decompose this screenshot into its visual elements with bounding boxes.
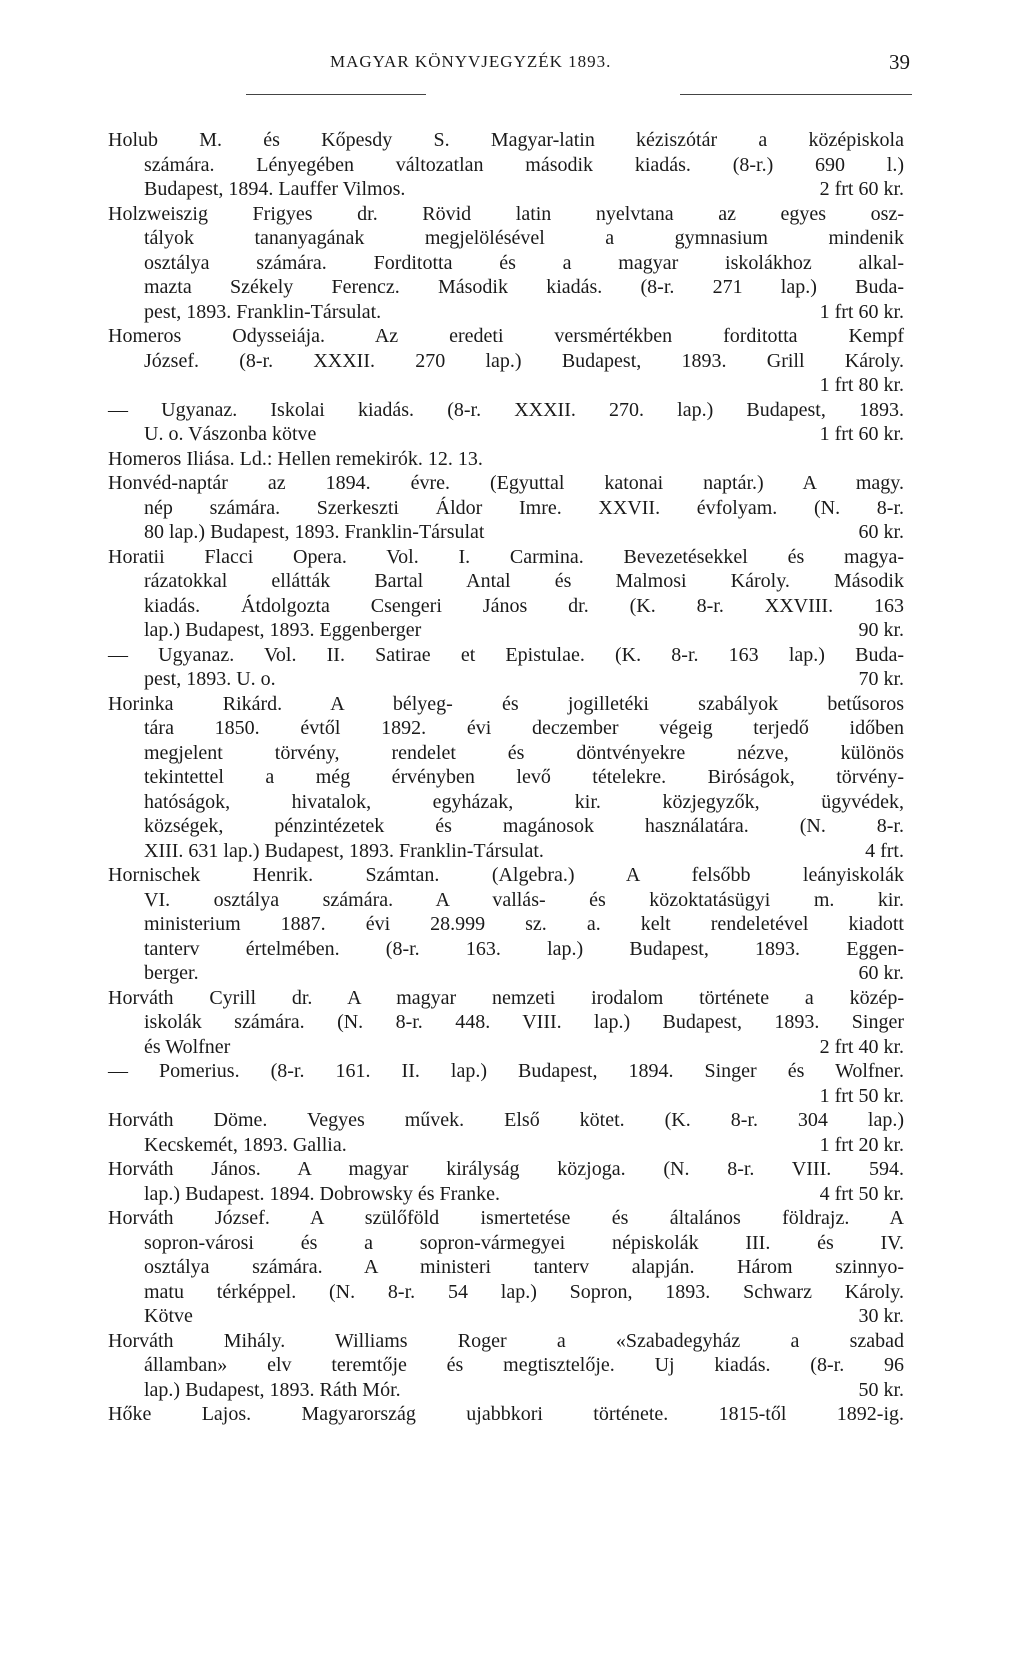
entry-price: 90 kr. — [858, 619, 904, 641]
entry-text: osztálya számára. Forditotta és a magyar iskolákhoz alkal- — [144, 251, 904, 274]
entry-text: községek, pénzintézetek és magánosok használatára. (N. 8-r. — [144, 815, 904, 837]
entry-price: 1 frt 20 kr. — [819, 1133, 904, 1156]
entry-text: Horváth János. A magyar királyság közjoga. (N. 8-r. VIII. 594. — [108, 1158, 904, 1180]
entry-text: lap.) Budapest, 1893. Ráth Mór. — [144, 1378, 401, 1401]
entry-text: és Wolfner — [144, 1035, 231, 1058]
entry-text: rázatokkal ellátták Bartal Antal és Malmosi Károly. Második — [144, 570, 904, 592]
catalog-line — [108, 1108, 904, 1133]
catalog-line — [108, 177, 904, 202]
catalog-line — [108, 1059, 904, 1084]
catalog-line — [108, 863, 904, 888]
catalog-line — [108, 814, 904, 839]
catalog-line — [108, 422, 904, 447]
entry-price: 4 frt. — [865, 839, 904, 862]
catalog-line — [108, 961, 904, 986]
catalog-line — [108, 545, 904, 570]
entry-text: Holzweiszig Frigyes dr. Rövid latin nyelvtana az egyes osz- — [108, 202, 904, 225]
catalog-line — [108, 569, 904, 594]
running-header — [330, 52, 910, 82]
entry-text: megjelent törvény, rendelet és döntvényekre nézve, különös — [144, 741, 904, 764]
catalog-line — [108, 839, 904, 864]
catalog-line — [108, 888, 904, 913]
entry-price: 2 frt 60 kr. — [819, 178, 904, 200]
entry-text: Kecskemét, 1893. Gallia. — [144, 1133, 347, 1156]
catalog-line — [108, 986, 904, 1011]
entry-text: Hornischek Henrik. Számtan. (Algebra.) A felsőbb leányiskolák — [108, 864, 904, 886]
catalog-line — [108, 324, 904, 349]
catalog-line — [108, 912, 904, 937]
entry-text: József. (8-r. XXXII. 270 lap.) Budapest, 1893. Grill Károly. — [144, 349, 904, 372]
entry-price: 2 frt 40 kr. — [819, 1035, 904, 1058]
catalog-line — [108, 1329, 904, 1354]
entry-text: Kötve — [144, 1305, 193, 1327]
entry-text: VI. osztálya számára. A vallás- és közoktatásügyi m. kir. — [144, 888, 904, 911]
catalog-line — [108, 765, 904, 790]
catalog-line — [108, 1206, 904, 1231]
entry-text: pest, 1893. U. o. — [144, 668, 276, 690]
catalog-line — [108, 1255, 904, 1280]
catalog-line — [108, 937, 904, 962]
catalog-line — [108, 594, 904, 619]
catalog-line — [108, 1035, 904, 1060]
catalog-line — [108, 398, 904, 423]
catalog-line — [108, 1378, 904, 1403]
catalog-line — [108, 1157, 904, 1182]
catalog-line — [108, 275, 904, 300]
catalog-line — [108, 153, 904, 178]
entry-text: Horatii Flacci Opera. Vol. I. Carmina. Bevezetésekkel és magya- — [108, 545, 904, 568]
header-rule-left — [246, 94, 426, 95]
catalog-line — [108, 643, 904, 668]
catalog-line — [108, 667, 904, 692]
entry-price: 50 kr. — [858, 1378, 904, 1401]
header-rule-right — [680, 94, 912, 95]
entry-price: 70 kr. — [858, 668, 904, 690]
entry-text: tályok tananyagának megjelölésével a gymnasium mindenik — [144, 227, 904, 249]
catalog-line — [108, 1231, 904, 1256]
entry-text: számára. Lényegében változatlan második kiadás. (8-r.) 690 l.) — [144, 153, 904, 176]
catalog-line — [108, 716, 904, 741]
entry-text: Horváth Cyrill dr. A magyar nemzeti irodalom története a közép- — [108, 986, 904, 1009]
entry-price: 1 frt 60 kr. — [819, 300, 904, 323]
entry-text: — Pomerius. (8-r. 161. II. lap.) Budapest, 1894. Singer és Wolfner. — [108, 1060, 904, 1082]
entry-text: Holub M. és Kőpesdy S. Magyar-latin kéziszótár a középiskola — [108, 129, 904, 151]
entry-text: tekintettel a még érvényben levő tételekre. Biróságok, törvény- — [144, 766, 904, 788]
catalog-line — [108, 1133, 904, 1158]
entry-text: Homeros Odysseiája. Az eredeti versmértékben forditotta Kempf — [108, 325, 904, 347]
catalog-line — [108, 128, 904, 153]
entry-text: kiadás. Átdolgozta Csengeri János dr. (K. 8-r. XXVIII. 163 — [144, 594, 904, 617]
catalog-line — [108, 1402, 904, 1427]
catalog-line — [108, 300, 904, 325]
header-title: MAGYAR KÖNYVJEGYZÉK 1893. — [330, 52, 612, 71]
catalog-line — [108, 447, 904, 472]
entry-text: pest, 1893. Franklin-Társulat. — [144, 300, 382, 323]
catalog-line — [108, 1182, 904, 1207]
entry-price: 60 kr. — [858, 521, 904, 543]
entry-text: matu térképpel. (N. 8-r. 54 lap.) Sopron, 1893. Schwarz Károly. — [144, 1280, 904, 1303]
entry-price: 1 frt 50 kr. — [819, 1084, 904, 1107]
entry-text: Horváth Döme. Vegyes művek. Első kötet. (K. 8-r. 304 lap.) — [108, 1109, 904, 1131]
entry-text: Hőke Lajos. Magyarország ujabbkori története. 1815-től 1892-ig. — [108, 1403, 904, 1425]
entry-price: 1 frt 60 kr. — [819, 423, 904, 445]
entry-text: — Ugyanaz. Vol. II. Satirae et Epistulae. (K. 8-r. 163 lap.) Buda- — [108, 643, 904, 666]
catalog-line — [108, 1353, 904, 1378]
entry-text: Horváth József. A szülőföld ismertetése és általános földrajz. A — [108, 1207, 904, 1229]
entry-text: osztálya számára. A ministeri tanterv alapján. Három szinnyo- — [144, 1256, 904, 1278]
entry-text: tára 1850. évtől 1892. évi deczember végeig terjedő időben — [144, 717, 904, 739]
catalog-line — [108, 1280, 904, 1305]
entry-text: lap.) Budapest. 1894. Dobrowsky és Franke. — [144, 1182, 501, 1205]
entry-price: 30 kr. — [858, 1305, 904, 1327]
entry-text: XIII. 631 lap.) Budapest, 1893. Franklin-Társulat. — [144, 839, 544, 862]
entry-text: tanterv értelmében. (8-r. 163. lap.) Budapest, 1893. Eggen- — [144, 937, 904, 960]
catalog-line — [108, 202, 904, 227]
entry-text: — Ugyanaz. Iskolai kiadás. (8-r. XXXII. 270. lap.) Budapest, 1893. — [108, 398, 904, 421]
entry-text: sopron-városi és a sopron-vármegyei népiskolák III. és IV. — [144, 1231, 904, 1254]
catalog-line — [108, 251, 904, 276]
entry-price: 1 frt 80 kr. — [819, 374, 904, 396]
catalog-line — [108, 226, 904, 251]
catalog-line — [108, 1304, 904, 1329]
entry-text: iskolák számára. (N. 8-r. 448. VIII. lap.) Budapest, 1893. Singer — [144, 1011, 904, 1033]
catalog-body — [108, 128, 904, 1427]
entry-text: hatóságok, hivatalok, egyházak, kir. közjegyzők, ügyvédek, — [144, 790, 904, 813]
catalog-line — [108, 618, 904, 643]
entry-text: berger. — [144, 962, 199, 984]
entry-text: ministerium 1887. évi 28.999 sz. a. kelt rendeletével kiadott — [144, 913, 904, 935]
entry-text: mazta Székely Ferencz. Második kiadás. (8-r. 271 lap.) Buda- — [144, 276, 904, 298]
page-number: 39 — [889, 50, 910, 74]
catalog-line — [108, 349, 904, 374]
catalog-line — [108, 373, 904, 398]
entry-text: Budapest, 1894. Lauffer Vilmos. — [144, 178, 406, 200]
entry-text: Homeros Iliása. Ld.: Hellen remekirók. 12. 13. — [108, 447, 483, 470]
catalog-line — [108, 520, 904, 545]
catalog-line — [108, 790, 904, 815]
catalog-line — [108, 471, 904, 496]
entry-text: Horváth Mihály. Williams Roger a «Szabadegyház a szabad — [108, 1329, 904, 1352]
entry-text: nép számára. Szerkeszti Áldor Imre. XXVII. évfolyam. (N. 8-r. — [144, 496, 904, 519]
entry-text: lap.) Budapest, 1893. Eggenberger — [144, 619, 422, 641]
entry-price: 60 kr. — [858, 962, 904, 984]
catalog-line — [108, 496, 904, 521]
entry-text: Horinka Rikárd. A bélyeg- és jogilletéki szabályok betűsoros — [108, 692, 904, 715]
entry-text: 80 lap.) Budapest, 1893. Franklin-Társulat — [144, 521, 485, 543]
catalog-line — [108, 692, 904, 717]
catalog-line — [108, 1084, 904, 1109]
entry-text: államban» elv teremtője és megtisztelője. Uj kiadás. (8-r. 96 — [144, 1354, 904, 1376]
catalog-line — [108, 1010, 904, 1035]
entry-text: U. o. Vászonba kötve — [144, 423, 317, 445]
entry-price: 4 frt 50 kr. — [819, 1182, 904, 1205]
entry-text: Honvéd-naptár az 1894. évre. (Egyuttal katonai naptár.) A magy. — [108, 472, 904, 494]
catalog-line — [108, 741, 904, 766]
